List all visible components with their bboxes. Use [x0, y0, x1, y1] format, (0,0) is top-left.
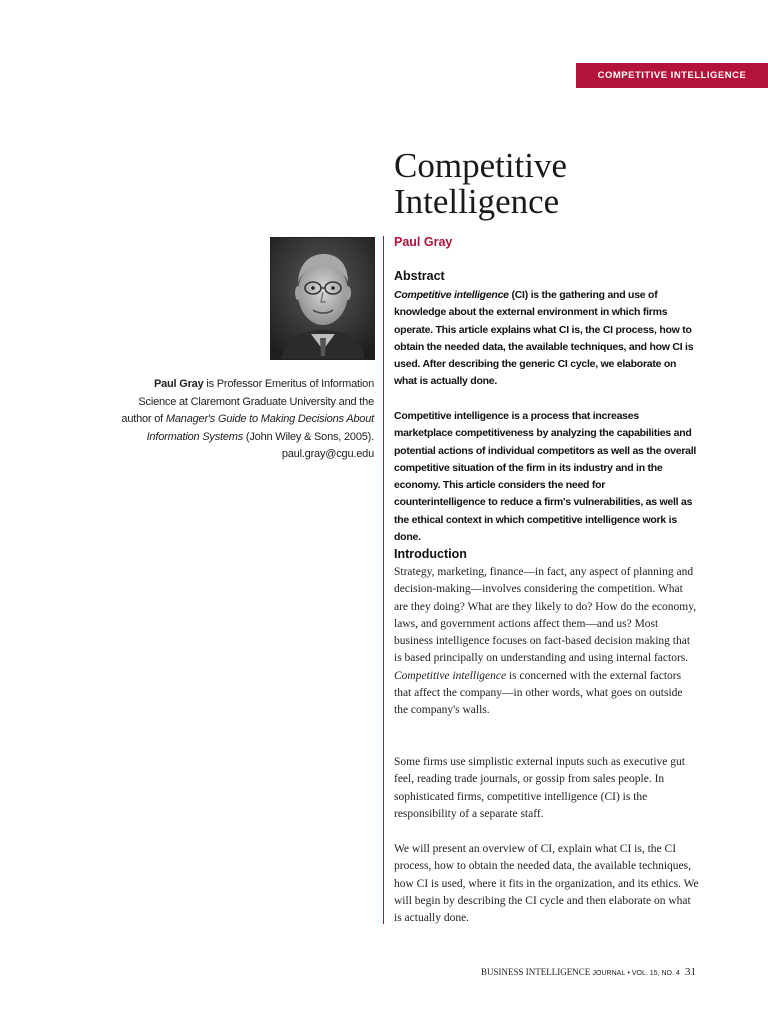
intro-p1-text-b: is concerned with the external factors that affect the company—in other words, what goes on outside the company's walls. [394, 669, 683, 717]
abstract-paragraph-2: Competitive intelligence is a process that increases marketplace competitiveness by analyzing the capabilities and potential actions of individual competitors as well as the overall competitive situation of the firm in its industry and in the economy. This article considers the need for counterintelligence to reduce a firm's vulnerabilities, as well as the ethical context in which competitive intelligence work is done. [394, 410, 697, 544]
bio-author-name: Paul Gray [153, 378, 204, 390]
author-portrait-image [271, 238, 374, 359]
intro-paragraph-3: We will present an overview of CI, explain what CI is, the CI process, how to obtain the needed data, the available techniques, how CI is used, where it fits in the organization, and its ethics. We will begin by describing the CI cycle and then elaborate on what is actually done. [394, 843, 699, 925]
footer-issue: • VOL. 15, NO. 4 [627, 970, 680, 977]
introduction-heading: Introduction [394, 547, 467, 561]
column-rule [383, 236, 384, 924]
page-number: 31 [685, 966, 696, 978]
author-photo [270, 237, 375, 360]
bio-text-a: is Professor Emeritus of Information Science at Claremont Graduate University and the author of [121, 378, 374, 425]
article-author: Paul Gray [394, 235, 453, 249]
title-line-2: Intelligence [394, 182, 560, 221]
section-tag: COMPETITIVE INTELLIGENCE [576, 63, 768, 88]
intro-p1-term: Competitive intelligence [394, 669, 507, 682]
footer-journal: BUSINESS INTELLIGENCE [481, 967, 591, 977]
author-email[interactable]: paul.gray@cgu.edu [281, 448, 374, 460]
abstract-heading: Abstract [394, 269, 445, 283]
title-line-1: Competitive [394, 146, 568, 185]
bio-book-title: Manager's Guide to Making Decisions About Information Systems [146, 413, 374, 443]
page-footer [481, 966, 696, 978]
author-bio [118, 376, 374, 464]
article-title [394, 148, 724, 220]
intro-p1-text-a: Strategy, marketing, finance—in fact, any aspect of planning and decision-making—involves considering the competition. What are they doing? What are they likely to do? How do the economy, laws, and government actions affect them—and us? Most business intelligence focuses on fact-based decision making that is based principally on understanding and using internal factors. [394, 566, 697, 665]
abstract-term: Competitive intelligence [394, 289, 509, 301]
abstract-p1-text: (CI) is the gathering and use of knowledge about the external environment in which firms operate. This article explains what CI is, the CI process, how to obtain the needed data, the available techniques, and how CI is used. After describing the generic CI cycle, we elaborate on what is actually done. [394, 289, 694, 388]
bio-text-b: (John Wiley & Sons, 2005). [243, 430, 374, 443]
intro-paragraph-2: Some firms use simplistic external inputs such as executive gut feel, reading trade journals, or gossip from sales people. In sophisticated firms, competitive intelligence (CI) is the responsibility of a separate staff. [394, 756, 685, 820]
footer-journal-suffix: JOURNAL [592, 970, 626, 977]
intro-paragraph-1 [394, 564, 699, 720]
abstract-paragraph-1 [394, 287, 699, 391]
